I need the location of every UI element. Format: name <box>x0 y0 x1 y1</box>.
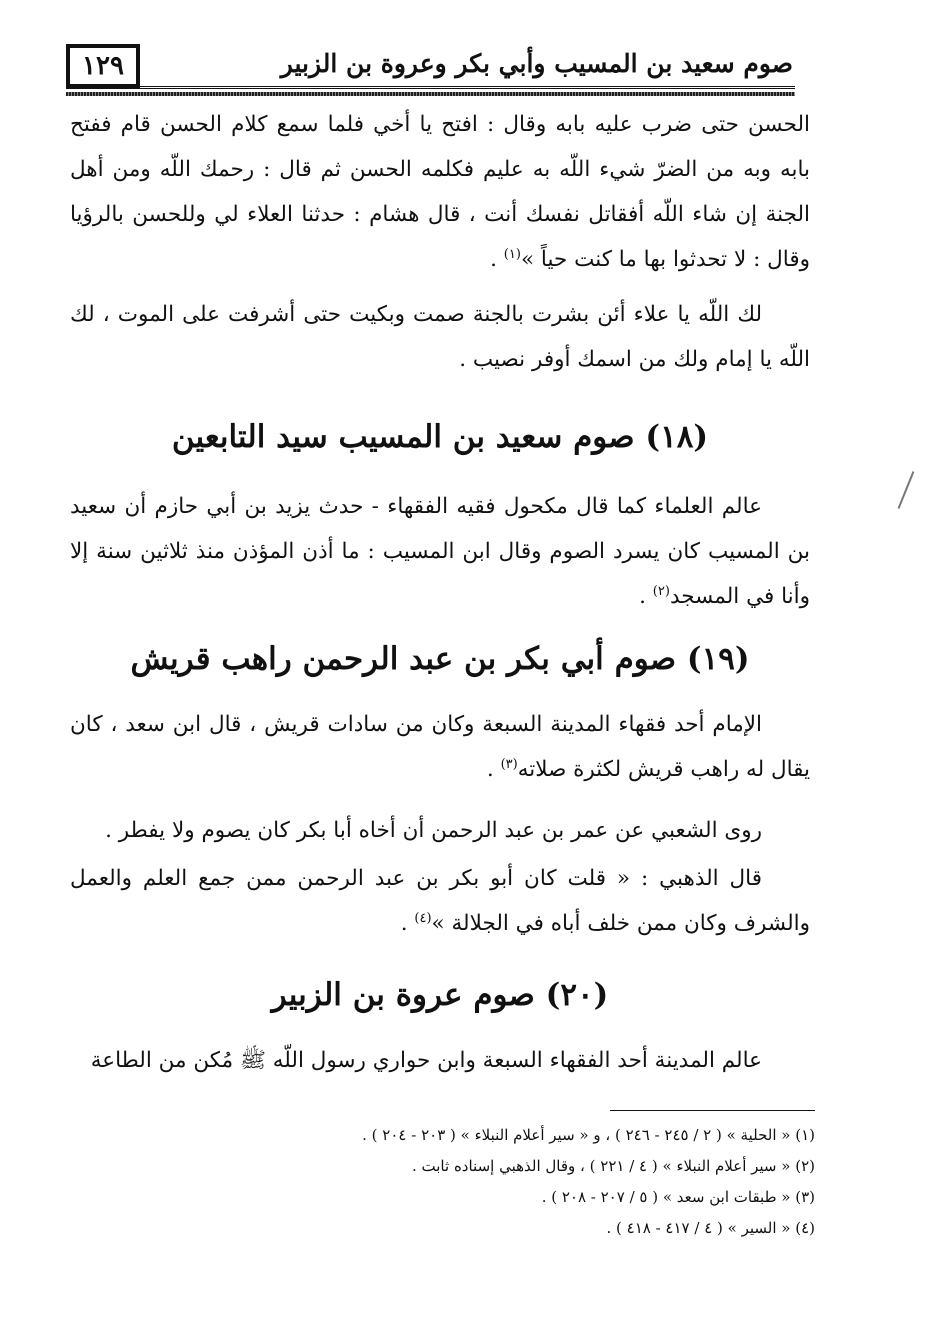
section-20-paragraph <box>70 1038 810 1083</box>
section-19-paragraph-1 <box>70 702 810 792</box>
footnote-separator <box>610 1110 815 1111</box>
header-rule-decorative <box>66 92 795 96</box>
intro-paragraph-1-text: الحسن حتى ضرب عليه بابه وقال : افتح يا أخي فلما سمع كلام الحسن قام ففتح بابه وبه من الضرّ شيء اللّه به عليم فكلمه الحسن ثم قال : رحمك اللّه ومن أهل الجنة إن شاء اللّه أفقاتل نفسك أنت ، قال هشام : حدثنا العلاء لي وللحسن بالرؤيا وقال : لا تحدثوا بها ما كنت حياً » <box>70 112 810 272</box>
footnote-1: (١) « الحلية » ( ٢ / ٢٤٥ - ٢٤٦ ) ، و « سير أعلام النبلاء » ( ٢٠٣ - ٢٠٤ ) . <box>362 1126 815 1144</box>
section-19-text-3-end: . <box>400 911 415 936</box>
footnotes <box>70 1120 815 1244</box>
header-rule <box>66 86 795 89</box>
intro-paragraph-1 <box>70 102 810 282</box>
footnote-ref-1: (١) <box>503 246 521 262</box>
section-19-text-1-end: . <box>486 757 501 782</box>
running-title: صوم سعيد بن المسيب وأبي بكر وعروة بن الزبير <box>280 49 793 78</box>
section-19-text-1: الإمام أحد فقهاء المدينة السبعة وكان من سادات قريش ، قال ابن سعد ، كان يقال له راهب قريش لكثرة صلاته <box>70 712 810 782</box>
section-19-text-2: روى الشعبي عن عمر بن عبد الرحمن أن أخاه أبا بكر كان يصوم ولا يفطر . <box>105 818 762 843</box>
section-18-paragraph <box>70 484 810 619</box>
footnote-3: (٣) « طبقات ابن سعد » ( ٥ / ٢٠٧ - ٢٠٨ ) . <box>541 1188 815 1206</box>
page-number: ١٢٩ <box>66 44 140 88</box>
intro-paragraph-1-end: . <box>490 247 504 272</box>
intro-paragraph-2 <box>70 292 810 382</box>
section-heading-18: (١٨) صوم سعيد بن المسيب سيد التابعين <box>171 419 709 455</box>
section-heading-19: (١٩) صوم أبي بكر بن عبد الرحمن راهب قريش <box>130 641 750 677</box>
section-19-paragraph-2 <box>70 808 810 853</box>
footnote-2: (٢) « سير أعلام النبلاء » ( ٤ / ٢٢١ ) ، وقال الذهبي إسناده ثابت . <box>411 1157 815 1175</box>
footnote-ref-2: (٢) <box>652 583 670 599</box>
section-18-text: عالم العلماء كما قال مكحول فقيه الفقهاء - حدث يزيد بن أبي حازم أن سعيد بن المسيب كان يسرد الصوم وقال ابن المسيب : ما أذن المؤذن منذ ثلاثين سنة إلا وأنا في المسجد <box>70 494 810 609</box>
footnote-4: (٤) « السير » ( ٤ / ٤١٧ - ٤١٨ ) . <box>606 1219 815 1237</box>
section-20-text: عالم المدينة أحد الفقهاء السبعة وابن حواري رسول اللّه ﷺ مُكن من الطاعة <box>90 1048 762 1073</box>
footnote-ref-3: (٣) <box>500 756 518 772</box>
footnote-ref-4: (٤) <box>414 910 432 926</box>
section-18-end: . <box>639 584 653 609</box>
section-19-paragraph-3 <box>70 856 810 946</box>
margin-pencil-mark <box>898 471 915 509</box>
section-19-text-3: قال الذهبي : « قلت كان أبو بكر بن عبد الرحمن ممن جمع العلم والعمل والشرف وكان ممن خلف أباه في الجلالة » <box>70 866 810 936</box>
intro-paragraph-2-text: لك اللّه يا علاء أئن بشرت بالجنة صمت وبكيت حتى أشرفت على الموت ، لك اللّه يا إمام ولك من اسمك أوفر نصيب . <box>70 302 810 372</box>
section-heading-20: (٢٠) صوم عروة بن الزبير <box>271 977 609 1013</box>
